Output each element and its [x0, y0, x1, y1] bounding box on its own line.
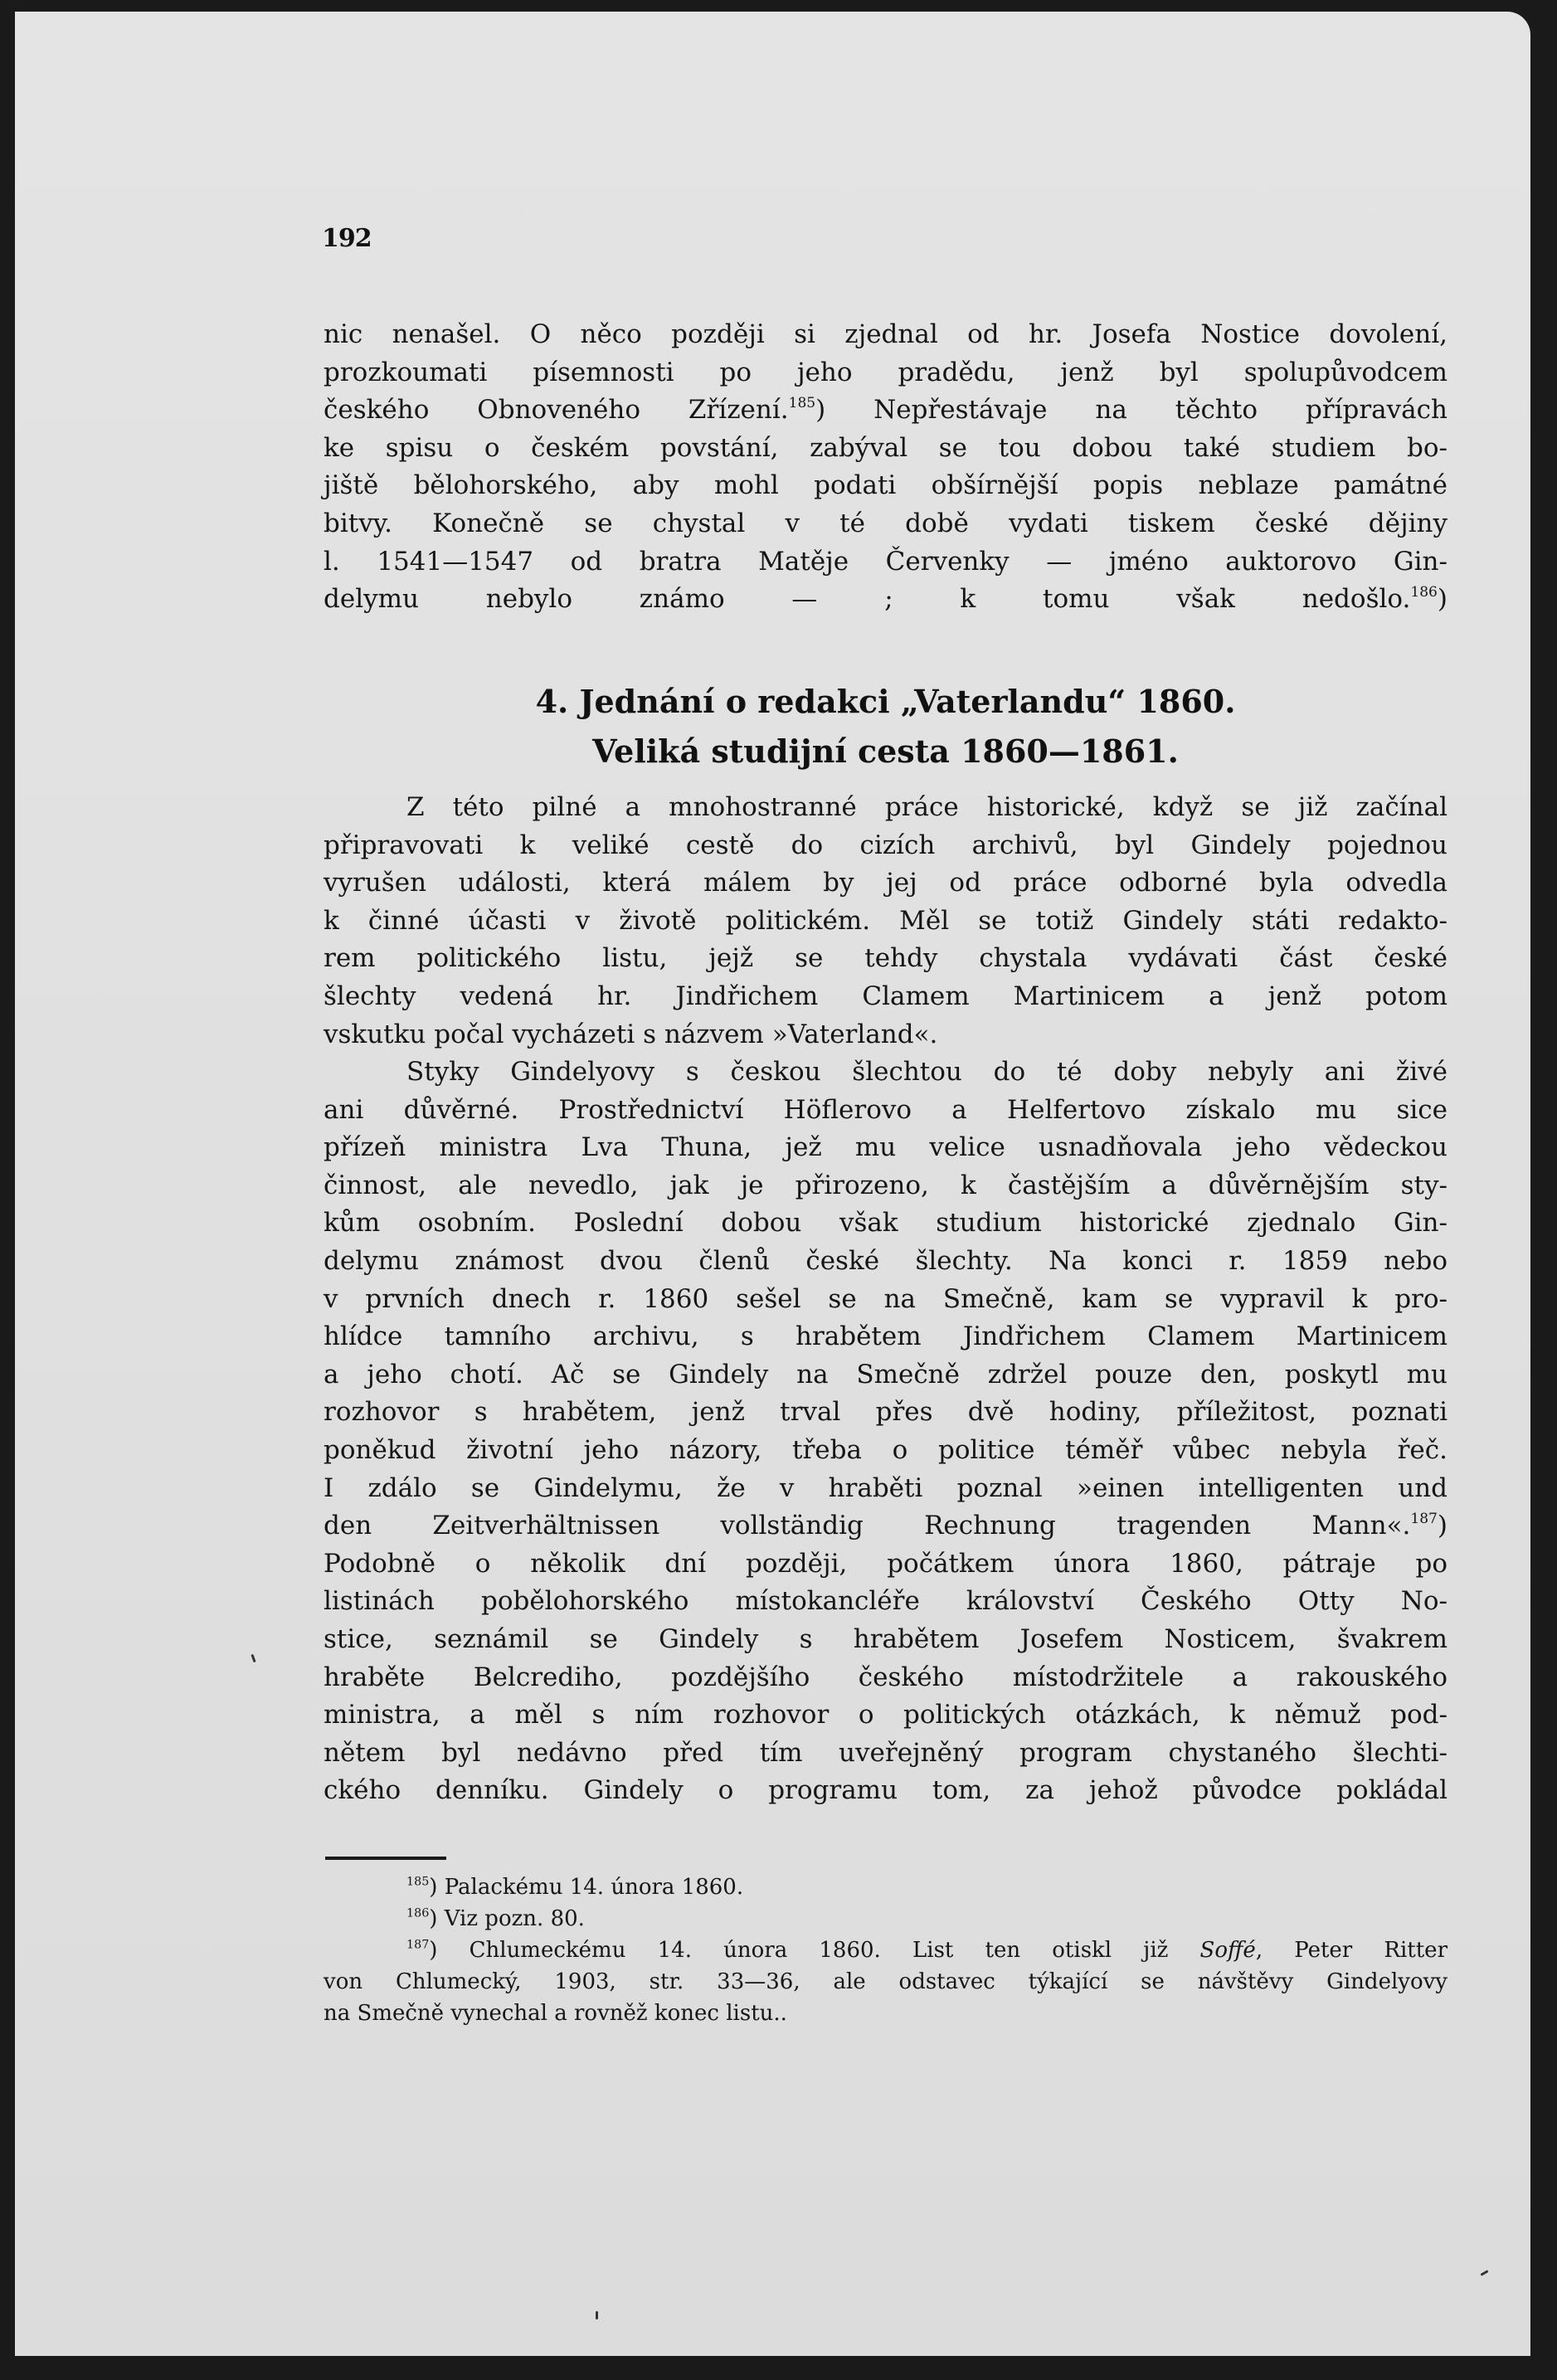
text-run: poněkud životní jeho názory, třeba o politice téměř vůbec nebyla řeč.: [324, 1434, 1448, 1465]
text-run: ministra, a měl s ním rozhovor o politických otázkách, k němuž pod-: [324, 1700, 1448, 1730]
text-line: [324, 1432, 1448, 1470]
text-run: kům osobním. Poslední dobou však studium historické zjednalo Gin-: [324, 1208, 1448, 1239]
text-run: na Smečně vynechal a rovněž konec listu..: [324, 2001, 787, 2026]
text-run: ): [1437, 1511, 1448, 1541]
text-run: nic nenašel. O něco později si zjednal od hr. Josefa Nostice dovolení,: [324, 319, 1448, 349]
text-run: ani důvěrné. Prostřednictví Höflerovo a Helfertovo získalo mu sice: [324, 1094, 1448, 1125]
text-run: k činné účasti v životě politickém. Měl se totiž Gindely státi redakto-: [324, 905, 1448, 936]
text-run: vyrušen události, která málem by jej od práce odborné byla odvedla: [324, 868, 1448, 898]
text-line: [324, 827, 1448, 865]
text-line: [324, 1281, 1448, 1319]
text-line: [324, 543, 1448, 582]
text-line: [324, 430, 1448, 468]
footnote-reference: 186: [1410, 584, 1438, 601]
text-line: [324, 978, 1448, 1016]
paragraph-1: [324, 316, 1448, 619]
footnotes: [324, 1871, 1448, 2029]
text-line: [324, 467, 1448, 505]
text-line: [324, 903, 1448, 941]
section-heading: [324, 677, 1448, 776]
text-line: [324, 1772, 1448, 1810]
text-line: [324, 1507, 1448, 1545]
text-run: šlechty vedená hr. Jindřichem Clamem Martinicem a jenž potom: [324, 981, 1448, 1011]
text-run: českého Obnoveného Zřízení.: [324, 395, 789, 426]
text-run: bitvy. Konečně se chystal v té době vydati tiskem české dějiny: [324, 508, 1448, 538]
text-run: hlídce tamního archivu, s hrabětem Jindřichem Clamem Martinicem: [324, 1321, 1448, 1352]
footnote-reference: 187: [406, 1938, 430, 1952]
text-line: [324, 1092, 1448, 1130]
text-line: [324, 1696, 1448, 1735]
paragraph-2: [324, 789, 1448, 1054]
text-line: [324, 940, 1448, 978]
italic-text: Soffé: [1199, 1938, 1256, 1963]
text-line: [324, 1871, 1448, 1903]
text-line: [324, 1621, 1448, 1659]
text-run: delymu známost dvou členů české šlechty. Na konci r. 1859 nebo: [324, 1245, 1448, 1276]
text-line: [324, 1583, 1448, 1621]
text-run: prozkoumati písemnosti po jeho pradědu, jenž byl spolupůvodcem: [324, 357, 1448, 387]
text-run: , Peter Ritter: [1255, 1938, 1448, 1963]
text-run: stice, seznámil se Gindely s hrabětem Josefem Nosticem, švakrem: [324, 1623, 1448, 1654]
text-run: činnost, ale nevedlo, jak je přirozeno, k častějším a důvěrnějším sty-: [324, 1170, 1448, 1200]
text-line: [324, 1394, 1448, 1432]
text-run: den Zeitverhältnissen vollständig Rechnung tragenden Mann«.: [324, 1511, 1411, 1541]
text-line: [324, 1659, 1448, 1697]
text-line: [324, 789, 1448, 827]
text-run: listinách pobělohorského místokancléře království Českého Otty No-: [324, 1586, 1448, 1617]
text-run: přízeň ministra Lva Thuna, jež mu velice usnadňovala jeho vědeckou: [324, 1132, 1448, 1163]
text-line: [324, 505, 1448, 543]
text-line: [324, 1935, 1448, 1966]
scan-speck: [1480, 2270, 1488, 2276]
footnote-reference: 187: [1410, 1511, 1438, 1528]
footnote-reference: 185: [788, 395, 816, 412]
text-line: [324, 581, 1448, 619]
text-line: [324, 1205, 1448, 1243]
footnote-reference: 186: [406, 1906, 430, 1920]
text-line: [324, 1470, 1448, 1508]
scanned-page: [15, 12, 1530, 2356]
text-line: [324, 316, 1448, 354]
text-line: [324, 1998, 1448, 2029]
text-run: ) Palackému 14. února 1860.: [429, 1875, 744, 1900]
text-line: [324, 354, 1448, 392]
text-run: v prvních dnech r. 1860 sešel se na Smečně, kam se vypravil k pro-: [324, 1283, 1448, 1314]
text-run: von Chlumecký, 1903, str. 33—36, ale odstavec týkající se návštěvy Gindelyovy: [324, 1969, 1448, 1994]
text-line: [324, 1167, 1448, 1205]
text-run: delymu nebylo známo — ; k tomu však nedošlo.: [324, 584, 1411, 615]
text-run: hraběte Belcrediho, pozdějšího českého místodržitele a rakouského: [324, 1662, 1448, 1692]
text-run: ke spisu o českém povstání, zabýval se tou dobou také studiem bo-: [324, 432, 1448, 463]
text-run: I zdálo se Gindelymu, že v hraběti poznal »einen intelligenten und: [324, 1472, 1448, 1503]
text-run: Styky Gindelyovy s českou šlechtou do té doby nebyly ani živé: [406, 1057, 1448, 1087]
text-line: [324, 1016, 1448, 1054]
page-number: 192: [322, 224, 372, 253]
text-run: a jeho chotí. Ač se Gindely na Smečně zdržel pouze den, poskytl mu: [324, 1359, 1448, 1390]
text-run: ckého denníku. Gindely o programu tom, za jehož původce pokládal: [324, 1775, 1448, 1806]
text-line: [324, 1903, 1448, 1935]
text-line: [324, 1243, 1448, 1281]
text-run: Podobně o několik dní později, počátkem února 1860, pátraje po: [324, 1548, 1448, 1579]
text-run: rem politického listu, jejž se tehdy chystala vydávati část české: [324, 943, 1448, 974]
text-run: ) Viz pozn. 80.: [429, 1906, 585, 1931]
text-run: Z této pilné a mnohostranné práce historické, když se již začínal: [406, 792, 1448, 822]
text-run: ) Nepřestávaje na těchto přípravách: [815, 395, 1448, 426]
text-run: připravovati k veliké cestě do cizích archivů, byl Gindely pojednou: [324, 830, 1448, 860]
text-run: vskutku počal vycházeti s názvem »Vaterland«.: [324, 1019, 938, 1049]
text-line: [324, 392, 1448, 430]
heading-line-1: 4. Jednání o redakci „Vaterlandu“ 1860.: [535, 683, 1236, 720]
text-line: [324, 1054, 1448, 1092]
text-line: [324, 1966, 1448, 1998]
scan-speck: [251, 1654, 255, 1662]
text-run: nětem byl nedávno před tím uveřejněný program chystaného šlechti-: [324, 1737, 1448, 1768]
text-line: [324, 1545, 1448, 1584]
text-run: ): [1437, 584, 1448, 615]
paragraph-3: [324, 1054, 1448, 1810]
text-run: jiště bělohorského, aby mohl podati obšírnější popis neblaze památné: [324, 470, 1448, 501]
text-line: [324, 1735, 1448, 1773]
text-run: l. 1541—1547 od bratra Matěje Červenky — jméno auktorovo Gin-: [324, 546, 1448, 577]
footnote-reference: 185: [406, 1875, 430, 1889]
text-line: [324, 1356, 1448, 1394]
text-line: [324, 1129, 1448, 1167]
text-line: [324, 1318, 1448, 1356]
scan-speck: [596, 2311, 598, 2319]
text-line: [324, 864, 1448, 903]
text-run: ) Chlumeckému 14. února 1860. List ten otiskl již: [429, 1938, 1200, 1963]
heading-line-2: Veliká studijní cesta 1860—1861.: [592, 732, 1179, 770]
footnote-separator: [325, 1857, 446, 1860]
text-run: rozhovor s hrabětem, jenž trval přes dvě hodiny, příležitost, poznati: [324, 1397, 1448, 1428]
